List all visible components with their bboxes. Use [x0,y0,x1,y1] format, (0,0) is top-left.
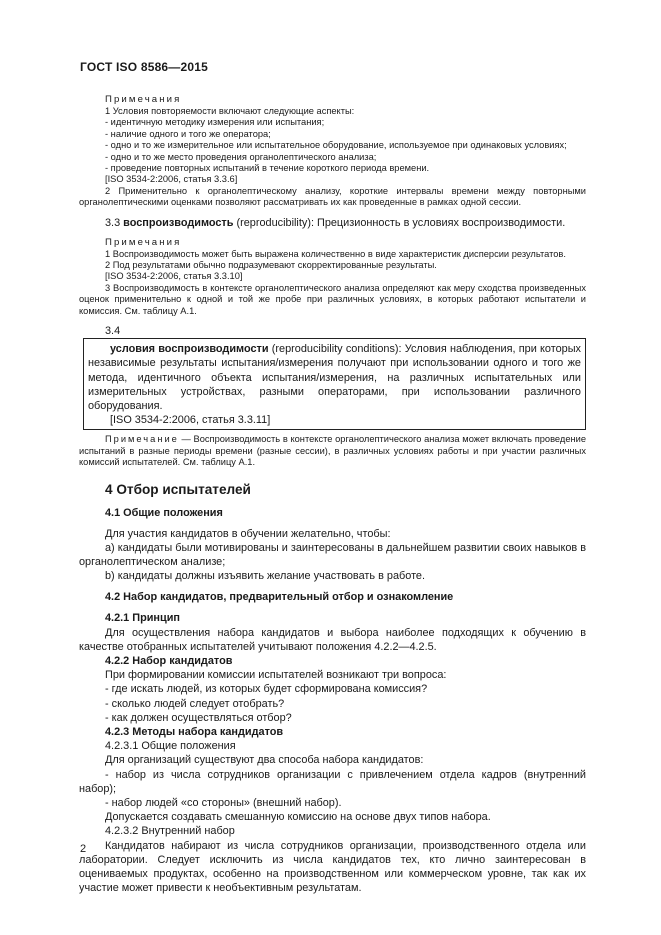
note-label: Примечание [105,434,179,445]
list-item: - набор людей «со стороны» (внешний набор). [105,796,342,809]
note-line: - идентичную методику измерения или испытания; [105,117,325,128]
term-3-4-box [83,338,586,430]
term-3-3 [105,216,586,230]
subclause-heading: 4.2.3.1 Общие положения [105,740,236,753]
page-number: 2 [80,843,87,855]
clause-heading: 4.2.3 Методы набора кандидатов [105,725,284,738]
notes-title: Примечания [105,236,182,248]
term-number: 3.4 [105,325,121,338]
paragraph: Допускается создавать смешанную комиссию на основе двух типов набора. [105,811,491,824]
notes-title: Примечания [105,94,182,105]
paragraph: Для организаций существуют два способа набора кандидатов: [105,754,424,767]
list-item: а) кандидаты были мотивированы и заинтересованы в дальнейшем развитии своих навыков в органолептическом анализе; [79,541,586,568]
clause-heading: 4.2.1 Принцип [105,612,180,625]
clause-heading: 4.2.2 Набор кандидатов [105,654,233,667]
note-paragraph: 3 Воспроизводимость в контексте органолептического анализа определяют как меру сходства произведенных оценок применительно к одной и той же пробе при различных условиях, в которых работают испытатели и комиссия. См. таблицу А.1. [79,282,586,316]
paragraph: При формировании комиссии испытателей возникают три вопроса: [105,669,447,682]
note-line: - одно и то же измерительное или испытательное оборудование, используемое при одинаковых условиях; [105,140,567,151]
term-name: воспроизводимость [123,216,234,229]
subsection-heading: 4.2 Набор кандидатов, предварительный отбор и ознакомление [105,591,454,604]
term-definition: (reproducibility conditions): Условия наблюдения, при которых независимые результаты испытания/измерения получают при использовании одного и того же метода, идентичного объекта испытания/измерения, на различных испытательных или измерительных устройствах, разными операторами, при использовании различного оборудования. [88,343,581,412]
list-item: - где искать людей, из которых будет сформирована комиссия? [105,683,428,696]
note-line: 1 Условия повторяемости включают следующие аспекты: [105,106,355,116]
list-item: - как должен осуществляться отбор? [105,711,292,724]
list-item: b) кандидаты должны изъявить желание участвовать в работе. [105,570,426,583]
note-line: 1 Воспроизводимость может быть выражена количественно в виде характеристик дисперсии результатов. [105,248,566,259]
paragraph: Для участия кандидатов в обучении желательно, чтобы: [105,527,391,540]
document-header: ГОСТ ISO 8586—2015 [80,60,209,74]
list-item: - сколько людей следует отобрать? [105,697,285,710]
page-content [79,94,586,895]
term-source: [ISO 3534-2:2006, статья 3.3.11] [110,414,271,427]
note-line: - одно и то же место проведения органолептического анализа; [105,151,377,162]
section-heading: 4 Отбор испытателей [105,481,251,497]
note-text: — Воспроизводимость в контексте органолептического анализа может включать проведение испытаний в разные периоды времени (разные сессии), в различных условиях работы и при участии различных комиссий испытателей. См. таблицу А.1. [79,434,586,468]
paragraph: Кандидатов набирают из числа сотрудников организации, производственного отдела или лаборатории. Следует исключить из числа кандидатов тех, кто лично заинтересован в оцениваемых продуктах, особенно на производственном или коммерческом уровне, так как их участие может привести к необъективным результатам. [79,839,586,895]
note-line: 2 Под результатами обычно подразумевают скорректированные результаты. [105,260,437,271]
note-paragraph: 2 Применительно к органолептическому анализу, короткие интервалы времени между повторными органолептическими оценками позволяют рассматривать их как проведенные в рамках одной сессии. [79,185,586,208]
note-source: [ISO 3534-2:2006, статья 3.3.10] [105,271,243,282]
term-name: условия воспроизводимости [110,343,269,356]
subsection-heading: 4.1 Общие положения [105,506,223,519]
list-item: - набор из числа сотрудников организации с привлечением отдела кадров (внутренний набор); [79,768,586,795]
note-line: - проведение повторных испытаний в течение короткого периода времени. [105,163,430,174]
subclause-heading: 4.2.3.2 Внутренний набор [105,825,235,838]
note-source: [ISO 3534-2:2006, статья 3.3.6] [105,174,238,185]
note-paragraph [79,434,586,468]
term-definition: (reproducibility): Прецизионность в условиях воспроизводимости. [236,216,566,229]
paragraph: Для осуществления набора кандидатов и выбора наиболее подходящих к обучению в качестве отобранных испытателей учитывают положения 4.2.2—4.2.5. [79,626,586,653]
term-3-4-definition [88,342,581,413]
term-number: 3.3 [105,216,121,229]
note-line: - наличие одного и того же оператора; [105,128,271,139]
